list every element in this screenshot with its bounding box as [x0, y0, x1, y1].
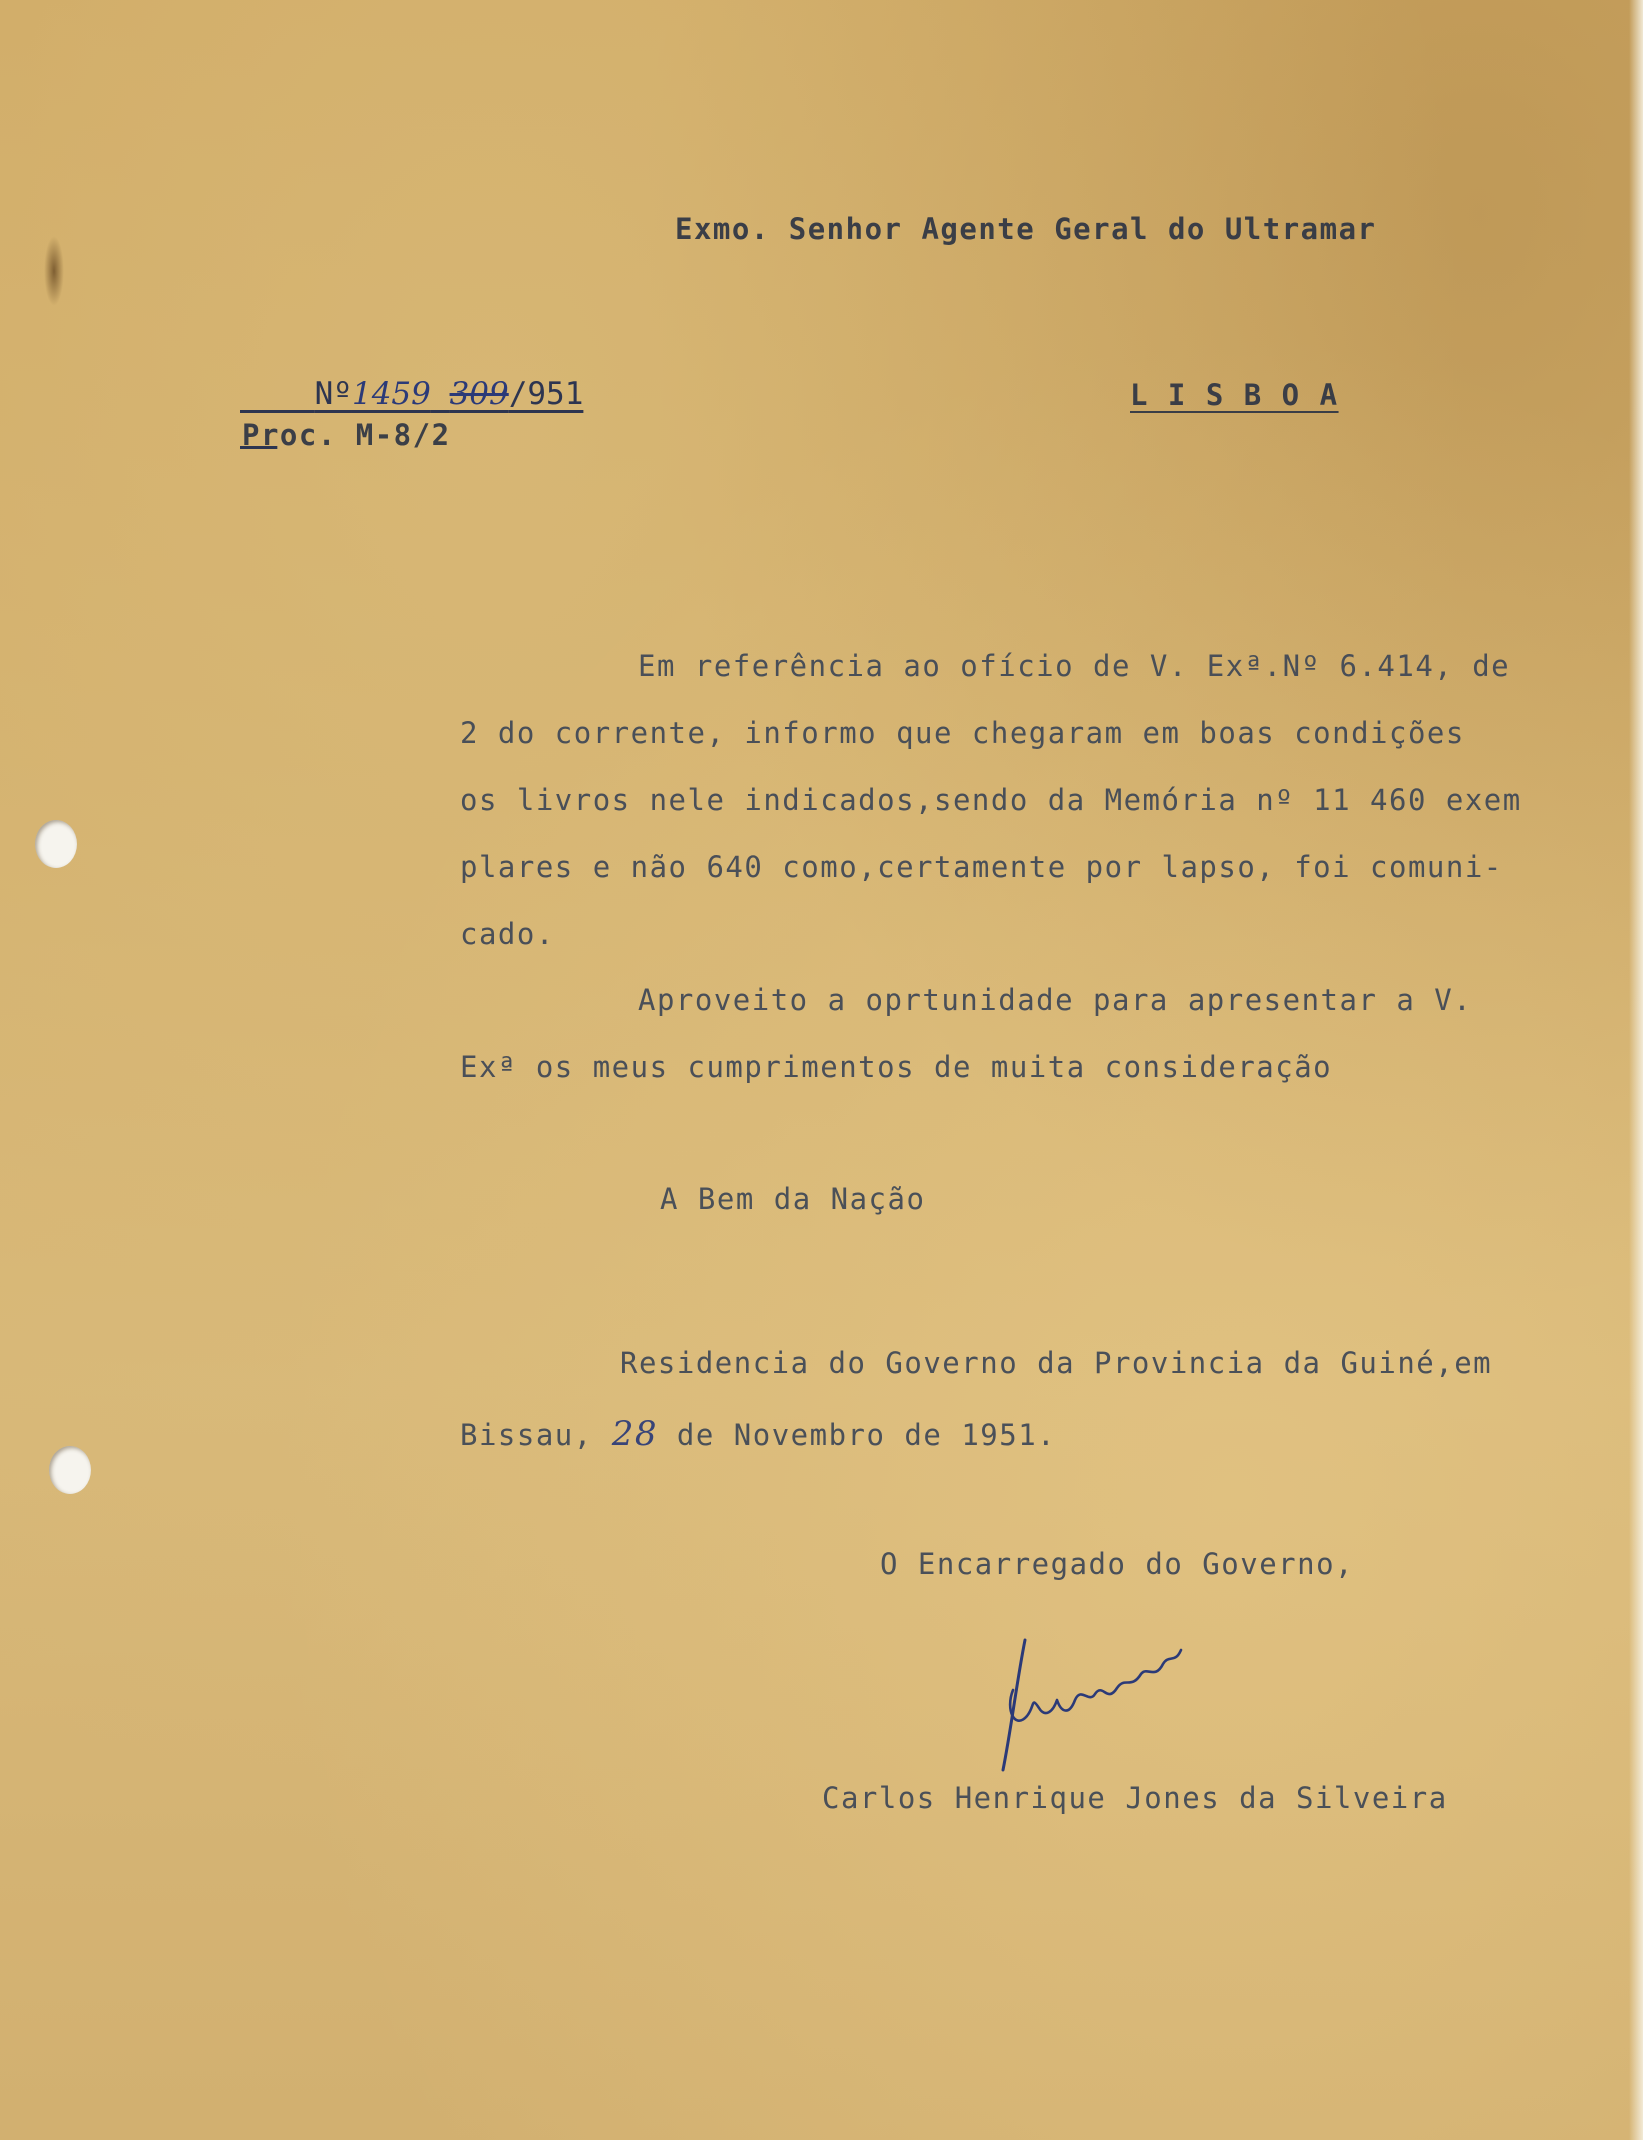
destination: L I S B O A: [1130, 378, 1339, 412]
body-line: os livros nele indicados,sendo da Memória nº 11 460 exem: [460, 783, 1522, 817]
body-line: Exª os meus cumprimentos de muita consideração: [460, 1050, 1333, 1084]
body-line: plares e não 640 como,certamente por lapso, foi comuni-: [460, 850, 1503, 884]
body-line: cado.: [460, 917, 555, 951]
place-line: Residencia do Governo da Provincia da Guiné,em: [620, 1346, 1493, 1380]
punch-hole-icon: [35, 820, 77, 868]
paper-edge: [1629, 0, 1643, 2140]
date-rest: de Novembro de 1951.: [676, 1418, 1057, 1452]
handwritten-day: 28: [611, 1414, 658, 1454]
process-number: Proc. M-8/2: [242, 418, 451, 452]
body-line: 2 do corrente, informo que chegaram em boas condições: [460, 716, 1465, 750]
closing-title: O Encarregado do Governo,: [880, 1547, 1354, 1581]
reference-prefix: Nº: [314, 376, 352, 412]
punch-hole-icon: [49, 1446, 91, 1494]
addressee: Exmo. Senhor Agente Geral do Ultramar: [675, 212, 1377, 246]
handwritten-reference-number: 1459: [351, 376, 431, 412]
signer-name: Carlos Henrique Jones da Silveira: [822, 1781, 1448, 1815]
body-line: Em referência ao ofício de V. Exª.Nº 6.414, de: [638, 649, 1511, 683]
body-line: Aproveito a oprtunidade para apresentar a V.: [638, 983, 1473, 1017]
reference-year: /951: [508, 376, 584, 412]
handwritten-signature-icon: [995, 1620, 1205, 1780]
city: Bissau,: [460, 1418, 593, 1452]
rust-stain: [44, 236, 64, 306]
crossed-reference-number: 309: [449, 376, 509, 412]
motto: A Bem da Nação: [660, 1182, 926, 1216]
date-line: [460, 1414, 1056, 1454]
